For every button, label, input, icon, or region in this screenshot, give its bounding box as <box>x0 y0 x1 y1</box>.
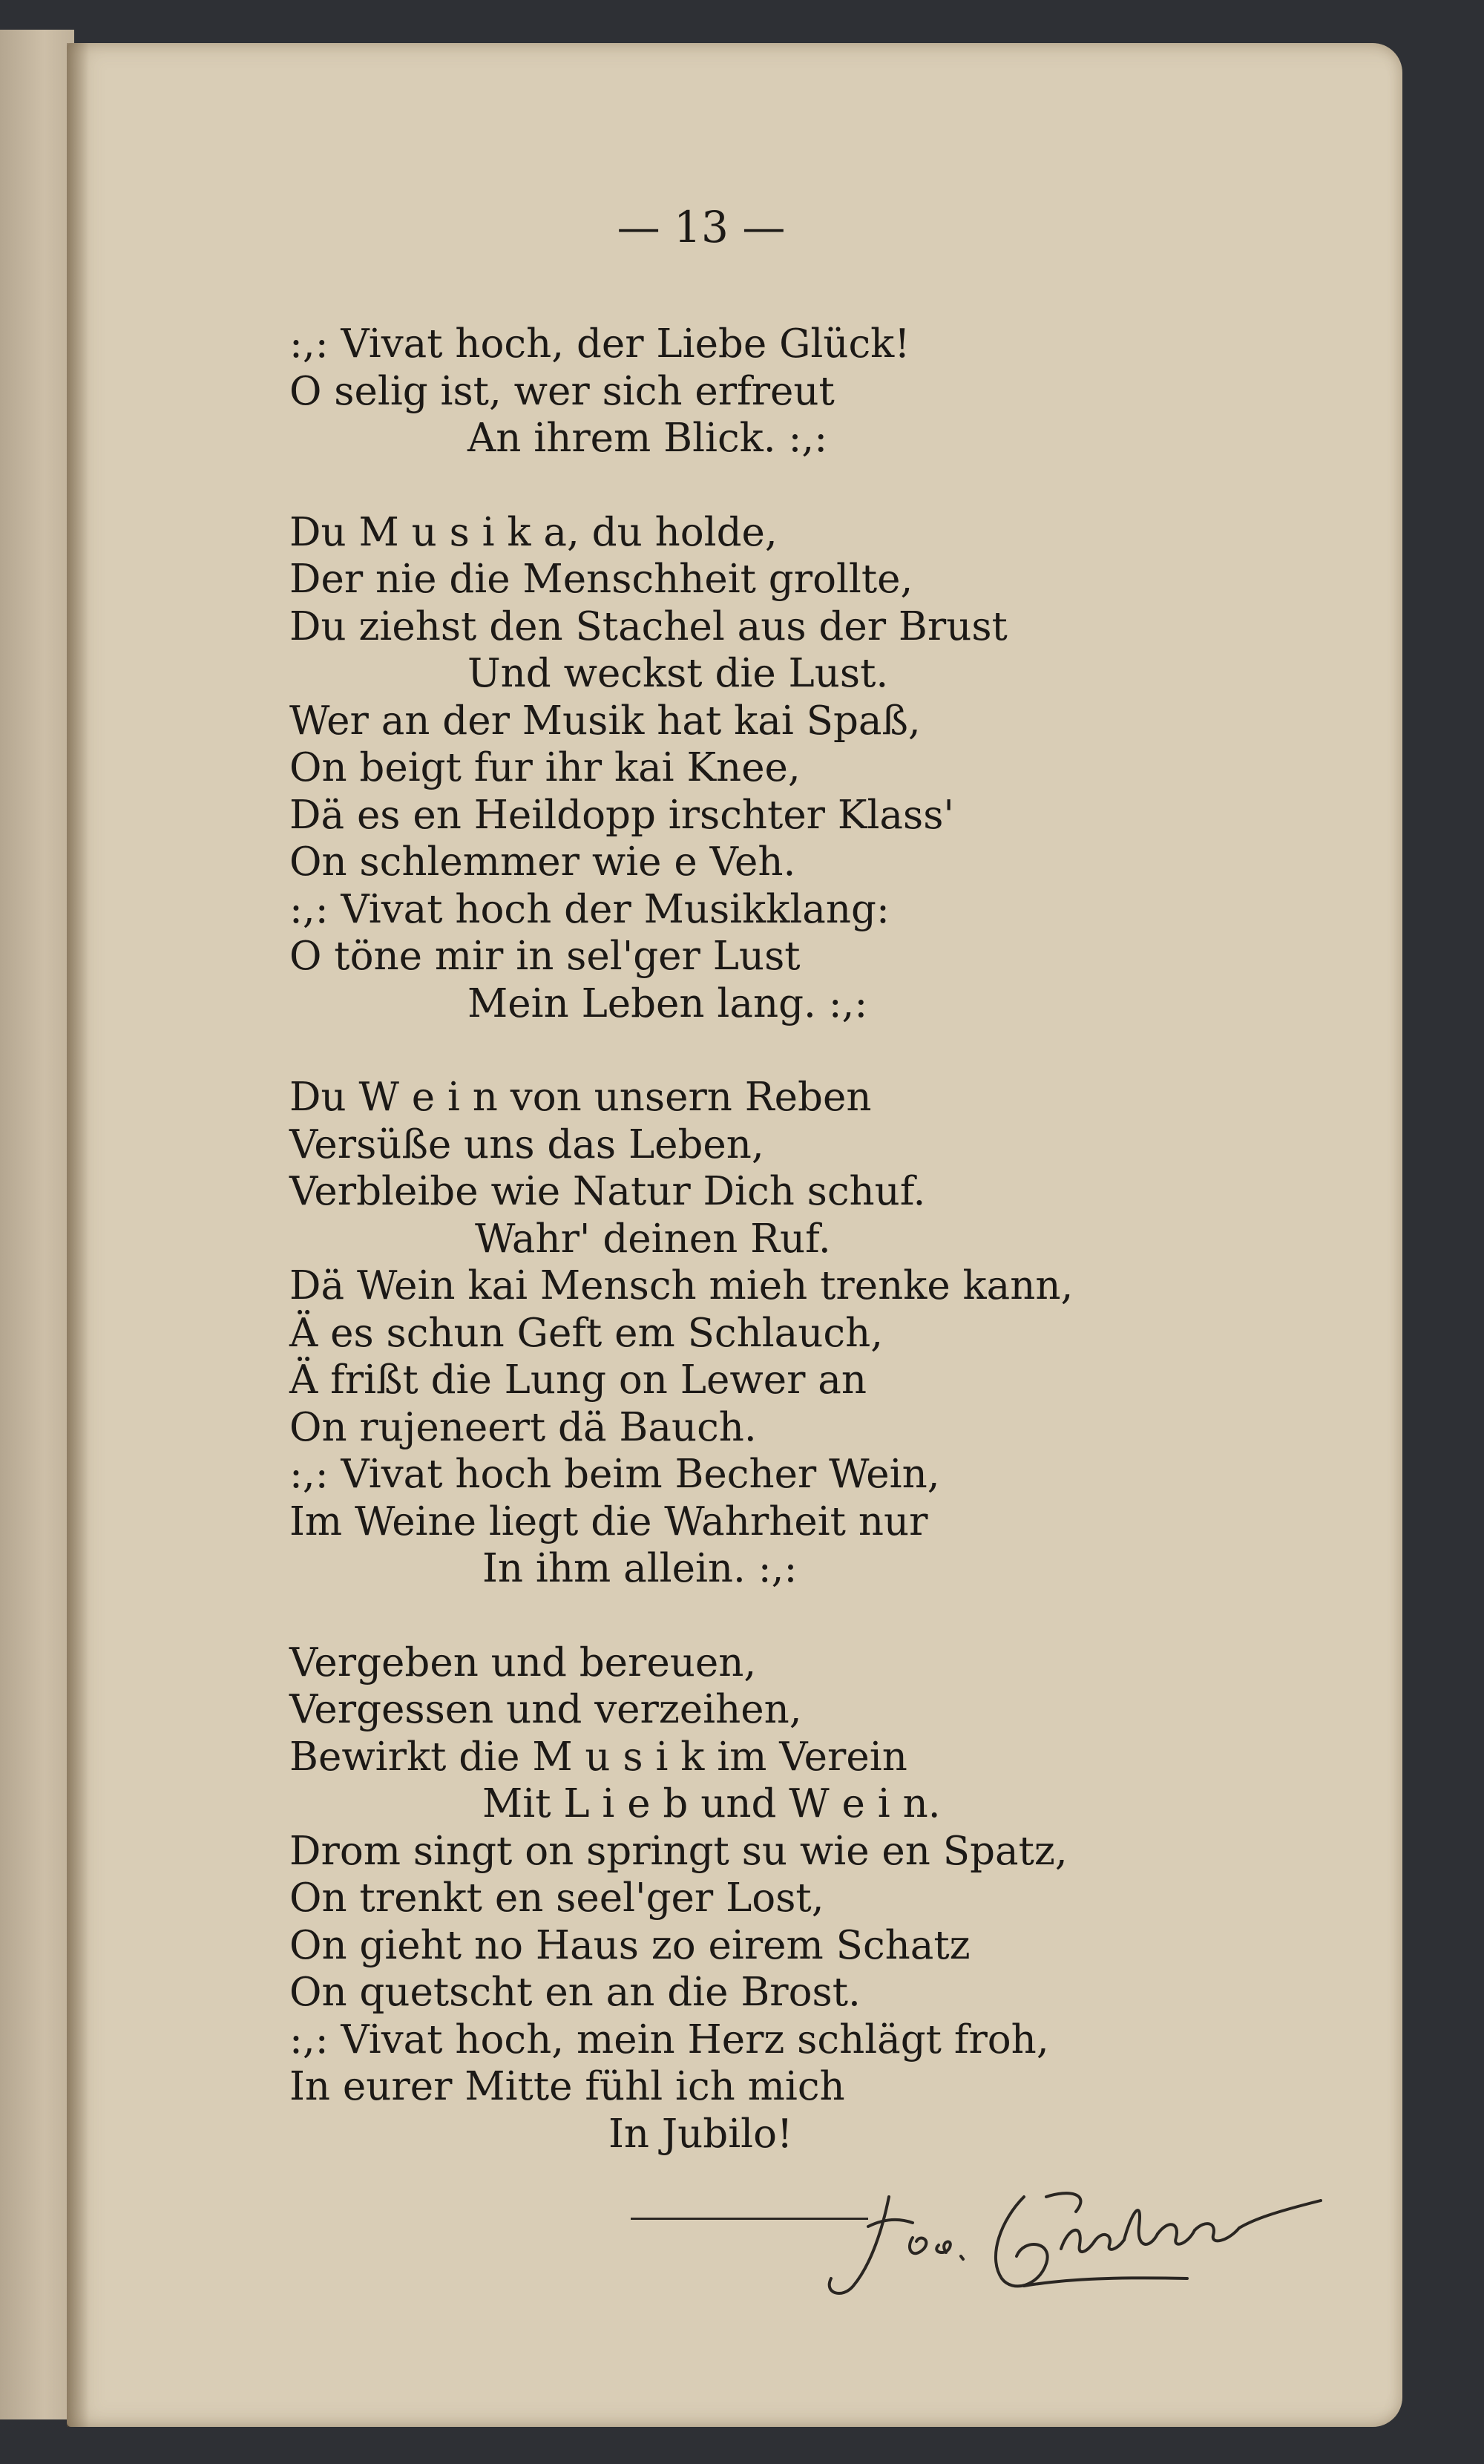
poem-line: Wer an der Musik hat kai Spaß, <box>289 698 921 744</box>
previous-page-edge <box>0 30 74 2419</box>
poem-line: Du W e i n von unsern Reben <box>289 1075 872 1120</box>
poem-line: Versüße uns das Leben, <box>289 1121 764 1167</box>
poem-line: On trenkt en seel'ger Lost, <box>289 1875 824 1921</box>
poem-line: An ihrem Blick. :,: <box>467 416 828 461</box>
poem-line: Dä es en Heildopp irschter Klass' <box>289 792 954 838</box>
poem-line: Im Weine liegt die Wahrheit nur <box>289 1498 928 1544</box>
poem-line: Vergessen und verzeihen, <box>289 1687 802 1732</box>
poem-line: Und weckst die Lust. <box>467 651 889 696</box>
handwritten-signature <box>801 2167 1365 2308</box>
poem-line: Mit L i e b und W e i n. <box>482 1781 941 1826</box>
poem-line: :,: Vivat hoch, mein Herz schlägt froh, <box>289 2016 1049 2062</box>
stanza <box>289 1639 1073 2158</box>
poem-line: Bewirkt die M u s i k im Verein <box>289 1734 907 1780</box>
poem-line: Du ziehst den Stachel aus der Brust <box>289 603 1008 649</box>
poem-line: Wahr' deinen Ruf. <box>475 1216 831 1262</box>
poem-line: On schlemmer wie e Veh. <box>289 839 796 885</box>
poem-body <box>289 321 1073 2204</box>
poem-line: Verbleibe wie Natur Dich schuf. <box>289 1169 926 1214</box>
page-gutter-shadow <box>67 43 89 2427</box>
poem-line: In Jubilo! <box>608 2111 793 2157</box>
stanza <box>289 1074 1073 1593</box>
poem-line: Ä frißt die Lung on Lewer an <box>289 1357 867 1403</box>
stanza <box>289 321 1073 462</box>
poem-line: In ihm allein. :,: <box>482 1546 798 1591</box>
stanza <box>289 509 1073 1028</box>
poem-line: Drom singt on springt su wie en Spatz, <box>289 1828 1068 1874</box>
poem-line: O selig ist, wer sich erfreut <box>289 368 835 414</box>
poem-line: O töne mir in sel'ger Lust <box>289 934 801 979</box>
poem-line: :,: Vivat hoch, der Liebe Glück! <box>289 321 910 367</box>
poem-line: On rujeneert dä Bauch. <box>289 1404 757 1450</box>
poem-line: :,: Vivat hoch beim Becher Wein, <box>289 1452 940 1497</box>
poem-line: Vergeben und bereuen, <box>289 1639 757 1685</box>
poem-line: Der nie die Menschheit grollte, <box>289 557 913 602</box>
poem-line: Dä Wein kai Mensch mieh trenke kann, <box>289 1263 1074 1308</box>
poem-line: On beigt fur ihr kai Knee, <box>289 745 801 790</box>
poem-line: Du M u s i k a, du holde, <box>289 509 778 555</box>
poem-line: Mein Leben lang. :,: <box>467 980 868 1026</box>
poem-line: On quetscht en an die Brost. <box>289 1970 861 2015</box>
poem-line: Ä es schun Geft em Schlauch, <box>289 1310 884 1356</box>
poem-line: In eurer Mitte fühl ich mich <box>289 2064 845 2109</box>
poem-line: On gieht no Haus zo eirem Schatz <box>289 1922 971 1968</box>
page-number: — 13 — <box>617 202 786 252</box>
poem-line: :,: Vivat hoch der Musikklang: <box>289 886 890 932</box>
